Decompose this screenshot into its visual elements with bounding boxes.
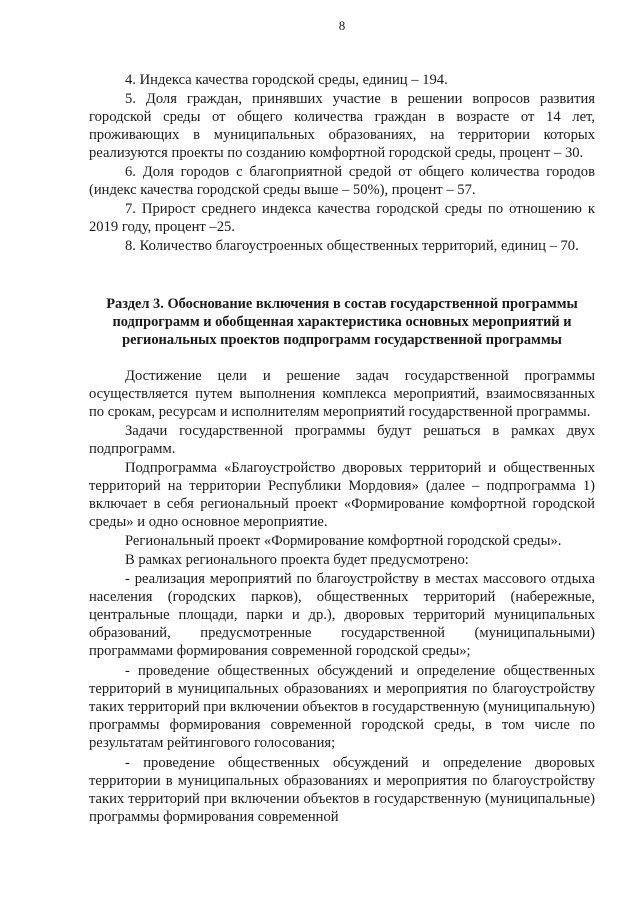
indicator-item: 8. Количество благоустроенных общественных территорий, единиц – 70. (125, 238, 579, 254)
indicator-item: 5. Доля граждан, принявших участие в решении вопросов развития городской среды от общего количества граждан в возрасте от 14 лет, проживающих в муниципальных образованиях, на территории которых реализуются проекты по созданию комфортной городской среды, процент – 30. (89, 91, 595, 161)
document-page (89, 0, 595, 905)
page-number: 8 (338, 18, 346, 33)
indicator-item: 6. Доля городов с благоприятной средой от общего количества городов (индекс качества городской среды выше – 50%), процент – 57. (89, 164, 595, 198)
body-paragraph: Достижение цели и решение задач государственной программы осуществляется путем выполнения комплекса мероприятий, взаимосвязанных по срокам, ресурсам и исполнителям мероприятий государственной программы. (89, 368, 595, 420)
indicator-item: 4. Индекса качества городской среды, единиц – 194. (125, 72, 448, 88)
indicator-item: 7. Прирост среднего индекса качества городской среды по отношению к 2019 году, процент –25. (89, 201, 595, 235)
list-item: - проведение общественных обсуждений и определение дворовых территории в муниципальных образованиях и мероприятия по благоустройству таких территорий при включении объектов в государственную (муниципальные) программы формирования современной (89, 755, 595, 825)
body-paragraph: Региональный проект «Формирование комфортной городской среды». (125, 533, 562, 549)
section-body (89, 367, 595, 826)
indicators-list (89, 71, 595, 255)
body-paragraph: В рамках регионального проекта будет предусмотрено: (125, 552, 469, 568)
body-paragraph: Задачи государственной программы будут решаться в рамках двух подпрограмм. (89, 423, 595, 457)
section-title: Раздел 3. Обоснование включения в состав государственной программы подпрограмм и обобщенная характеристика основных мероприятий и региональных проектов подпрограмм государственной программы (106, 296, 578, 348)
list-item: - проведение общественных обсуждений и определение общественных территорий в муниципальных образованиях и мероприятия по благоустройству таких территорий при включении объектов в государственную (муниципальную) программы формирования современной городской среды, в том числе по результатам рейтингового голосования; (89, 663, 595, 751)
body-paragraph: Подпрограмма «Благоустройство дворовых территорий и общественных территорий на территории Республики Мордовия» (далее – подпрограмма 1) включает в себя региональный проект «Формирование комфортной городской среды» и одно основное мероприятие. (89, 460, 595, 530)
section-heading (89, 295, 595, 349)
list-item: - реализация мероприятий по благоустройству в местах массового отдыха населения (городских парков), общественных территорий (набережные, центральные площади, парки и др.), дворовых территорий муниципальных образований, предусмотренные государственной (муниципальными) программами формирования современной городской среды»; (89, 571, 595, 659)
